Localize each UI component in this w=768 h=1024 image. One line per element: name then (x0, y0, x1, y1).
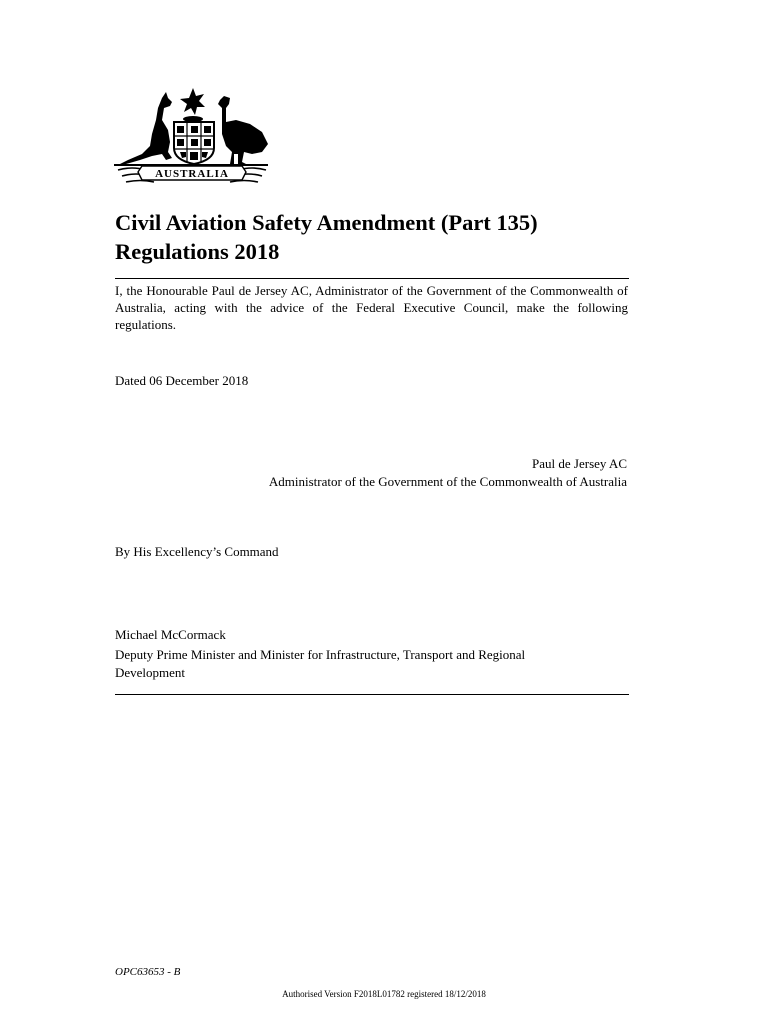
signature-divider (115, 694, 629, 695)
administrator-title: Administrator of the Government of the Commonwealth of Australia (268, 474, 627, 489)
coat-of-arms-icon (112, 86, 272, 196)
authorised-version-footer: Authorised Version F2018L01782 registered 18/12/2018 (282, 989, 486, 999)
dated-line: Dated 06 December 2018 (115, 373, 249, 388)
document-reference: OPC63653 - B (115, 966, 181, 978)
command-line: By His Excellency’s Command (115, 544, 279, 559)
crest-motto: AUSTRALIA (155, 168, 229, 180)
minister-name: Michael McCormack (115, 627, 226, 642)
emu (218, 96, 268, 164)
commonwealth-star (180, 88, 205, 115)
document-title: Civil Aviation Safety Amendment (Part 135) Regulations 2018 (115, 210, 538, 264)
preamble-paragraph: I, the Honourable Paul de Jersey AC, Administrator of the Government of the Commonwealth of Australia, acting with the advice of the Federal Executive Council, make the following regulations. (115, 283, 628, 332)
kangaroo (116, 92, 172, 166)
administrator-name: Paul de Jersey AC (532, 456, 627, 471)
title-divider (115, 278, 629, 279)
minister-title: Deputy Prime Minister and Minister for Infrastructure, Transport and Regional Development (115, 647, 526, 680)
